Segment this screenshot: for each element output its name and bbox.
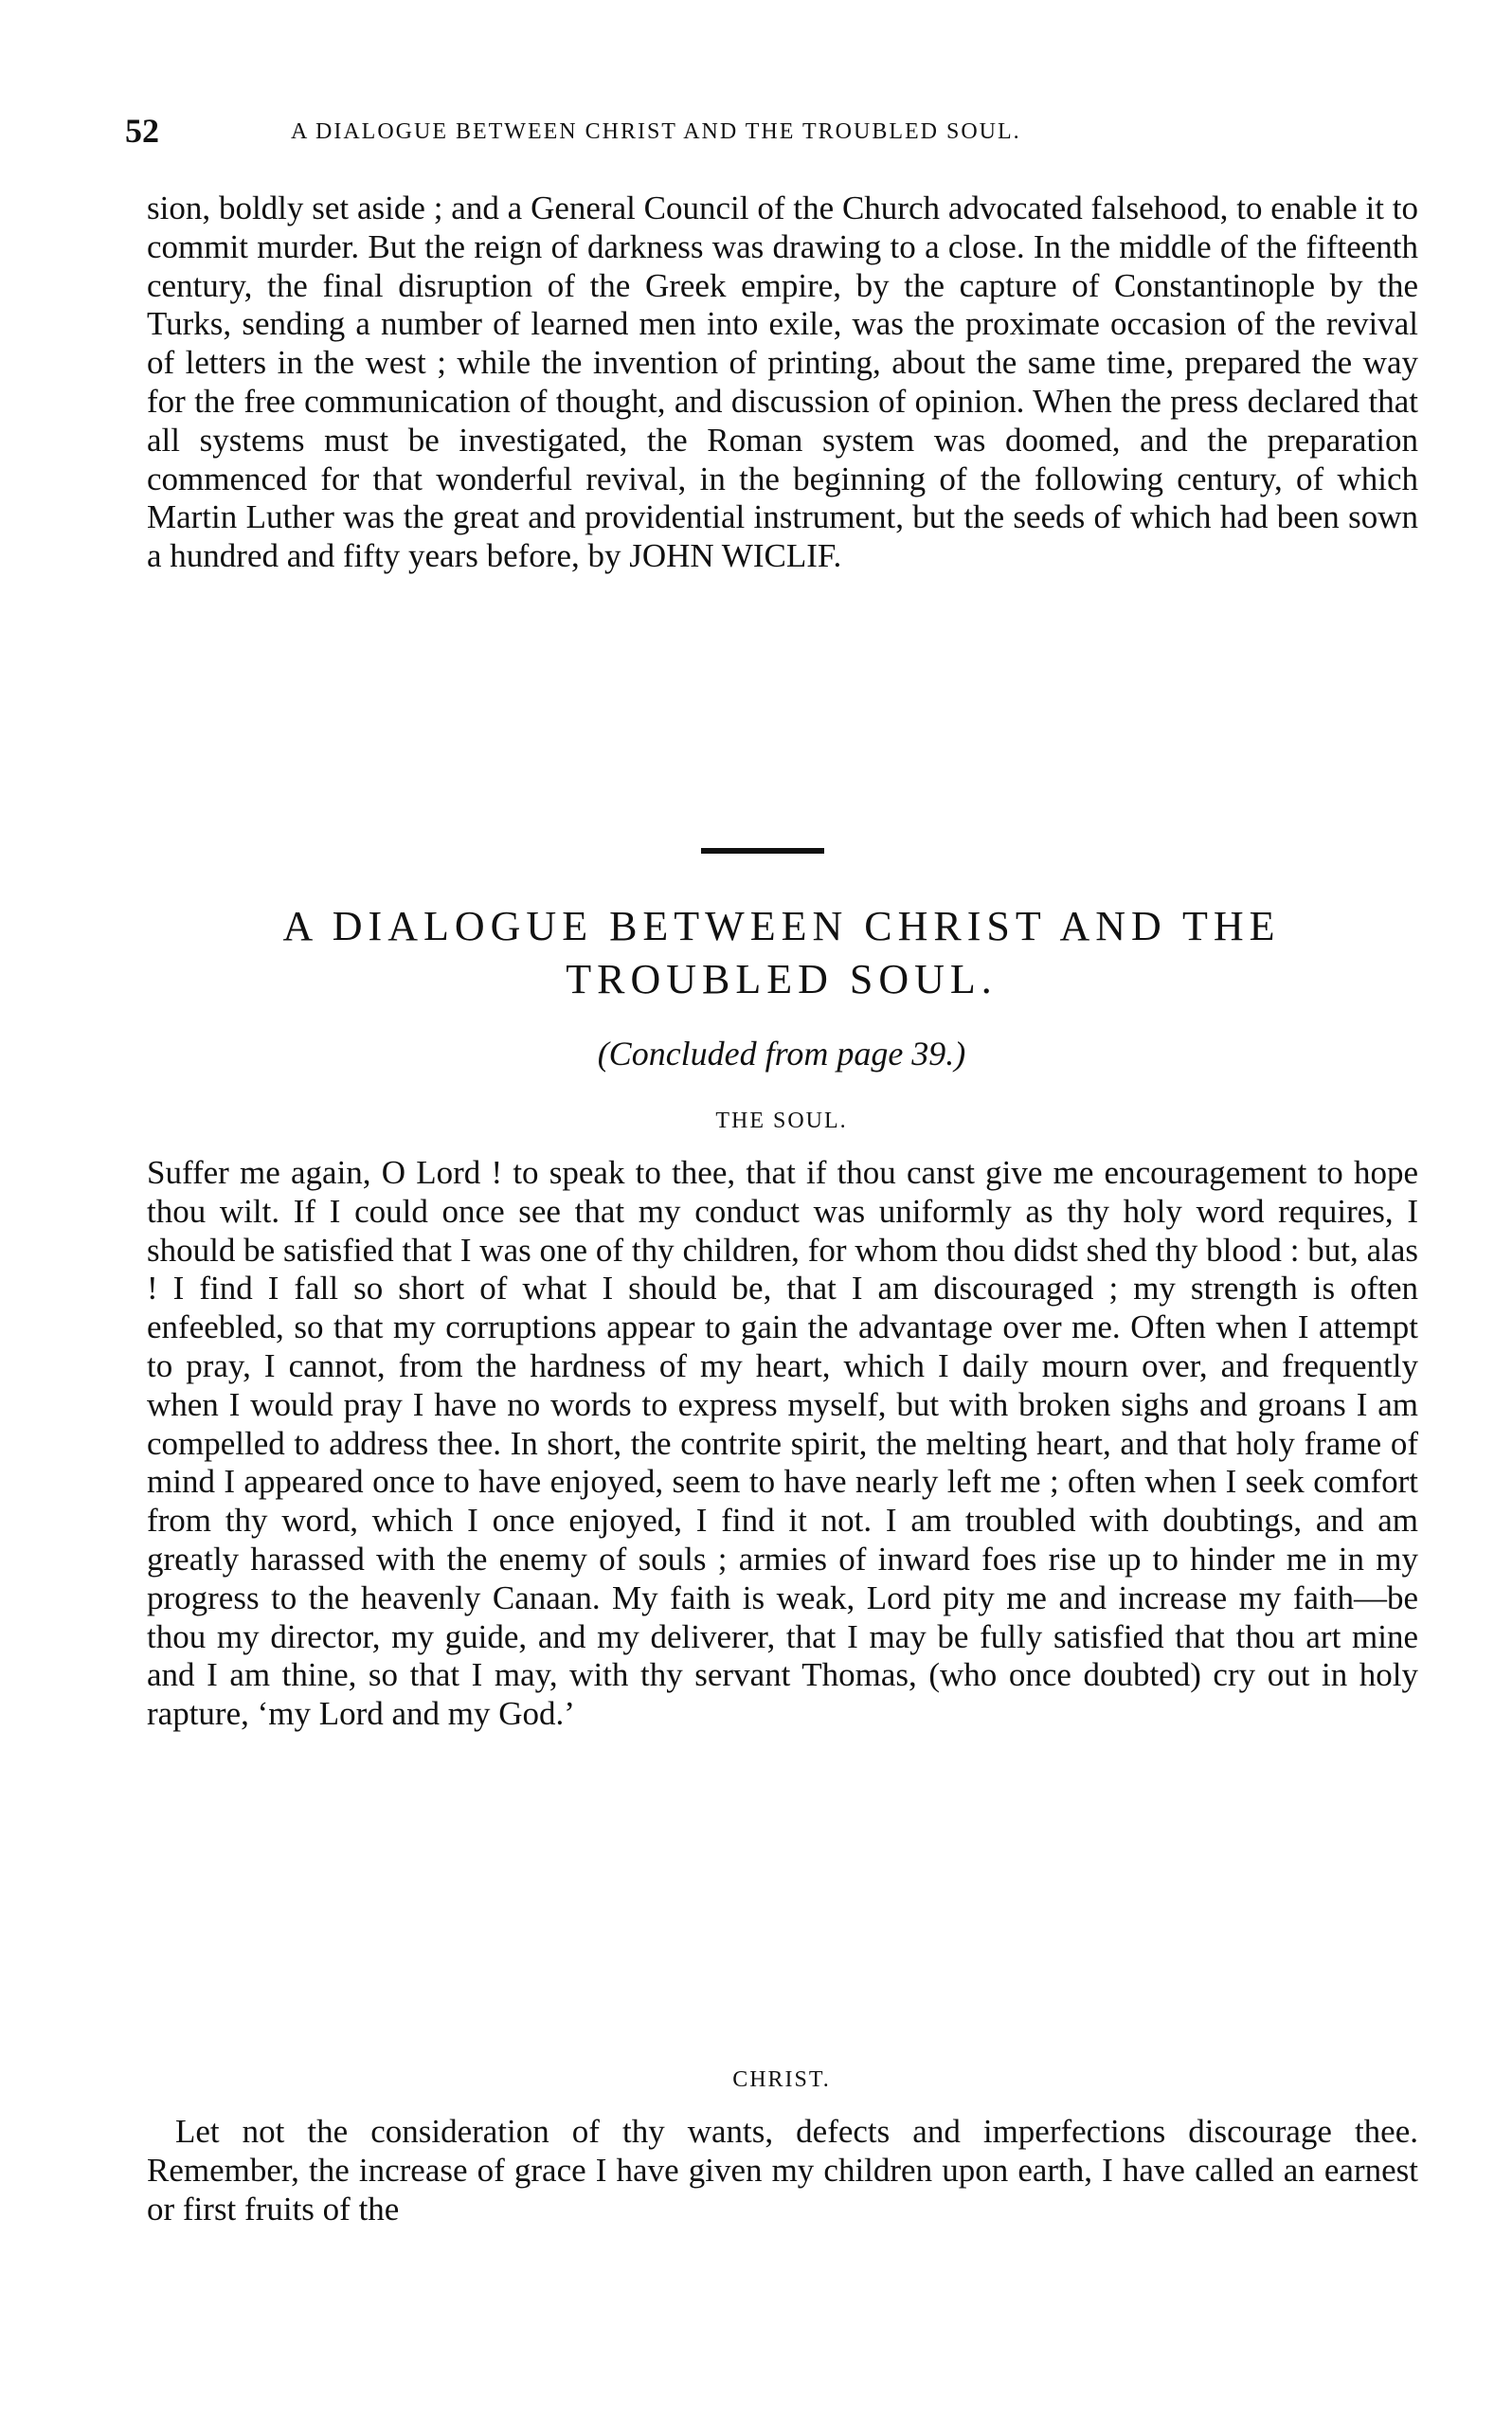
article-subtitle: (Concluded from page 39.) [597, 1035, 966, 1073]
dialogue-christ-paragraph: Let not the consideration of thy wants, defects and imperfections discourage thee. Remember, the increase of grace I have given my children upon earth, I have called an earnest or first fruits of the [147, 2113, 1418, 2228]
page-header [125, 112, 1404, 150]
speaker-heading-christ: CHRIST. [732, 2067, 831, 2092]
dialogue-soul-paragraph: Suffer me again, O Lord ! to speak to thee, that if thou canst give me encouragement to hope thou wilt. If I could once see that my conduct was uniformly as thy holy word requires, I should be satisfied that I was one of thy children, for whom thou didst shed thy blood : but, alas ! I find I fall so short of what I should be, that I am discouraged ; my strength is often enfeebled, so that my corruptions appear to gain the advantage over me. Often when I attempt to pray, I cannot, from the hardness of my heart, which I daily mourn over, and frequently when I would pray I have no words to express myself, but with broken sighs and groans I am compelled to address thee. In short, the contrite spirit, the melting heart, and that holy frame of mind I appeared once to have enjoyed, seem to have nearly left me ; often when I seek comfort from thy word, which I once enjoyed, I find it not. I am troubled with doubtings, and am greatly harassed with the enemy of souls ; armies of inward foes rise up to hinder me in my progress to the heavenly Canaan. My faith is weak, Lord pity me and increase my faith—be thou my director, my guide, and my deliverer, that I may be fully satisfied that thou art mine and I am thine, so that I may, with thy servant Thomas, (who once doubted) cry out in holy rapture, ‘my Lord and my God.’ [147, 1154, 1418, 1733]
speaker-heading-soul: THE SOUL. [715, 1109, 848, 1133]
intro-section [147, 189, 1418, 576]
page-number: 52 [125, 112, 159, 150]
intro-paragraph: sion, boldly set aside ; and a General Council of the Church advocated falsehood, to enable it to commit murder. But the reign of darkness was drawing to a close. In the middle of the fifteenth century, the final disruption of the Greek empire, by the capture of Constantinople by the Turks, sending a number of learned men into exile, was the proximate occasion of the revival of letters in the west ; while the invention of printing, about the same time, prepared the way for the free communication of thought, and discussion of opinion. When the press declared that all systems must be investigated, the Roman system was doomed, and the preparation commenced for that wonderful revival, in the beginning of the following century, of which Martin Luther was the great and providential instrument, but the seeds of which had been sown a hundred and fifty years before, by JOHN WICLIF. [147, 189, 1418, 575]
dialogue-soul-section [147, 1154, 1418, 1734]
article-title: A DIALOGUE BETWEEN CHRIST AND THE TROUBLED SOUL. [282, 903, 1281, 1002]
section-divider [701, 848, 824, 854]
dialogue-christ-section [147, 2113, 1418, 2228]
running-head: A DIALOGUE BETWEEN CHRIST AND THE TROUBLED SOUL. [291, 119, 1021, 144]
